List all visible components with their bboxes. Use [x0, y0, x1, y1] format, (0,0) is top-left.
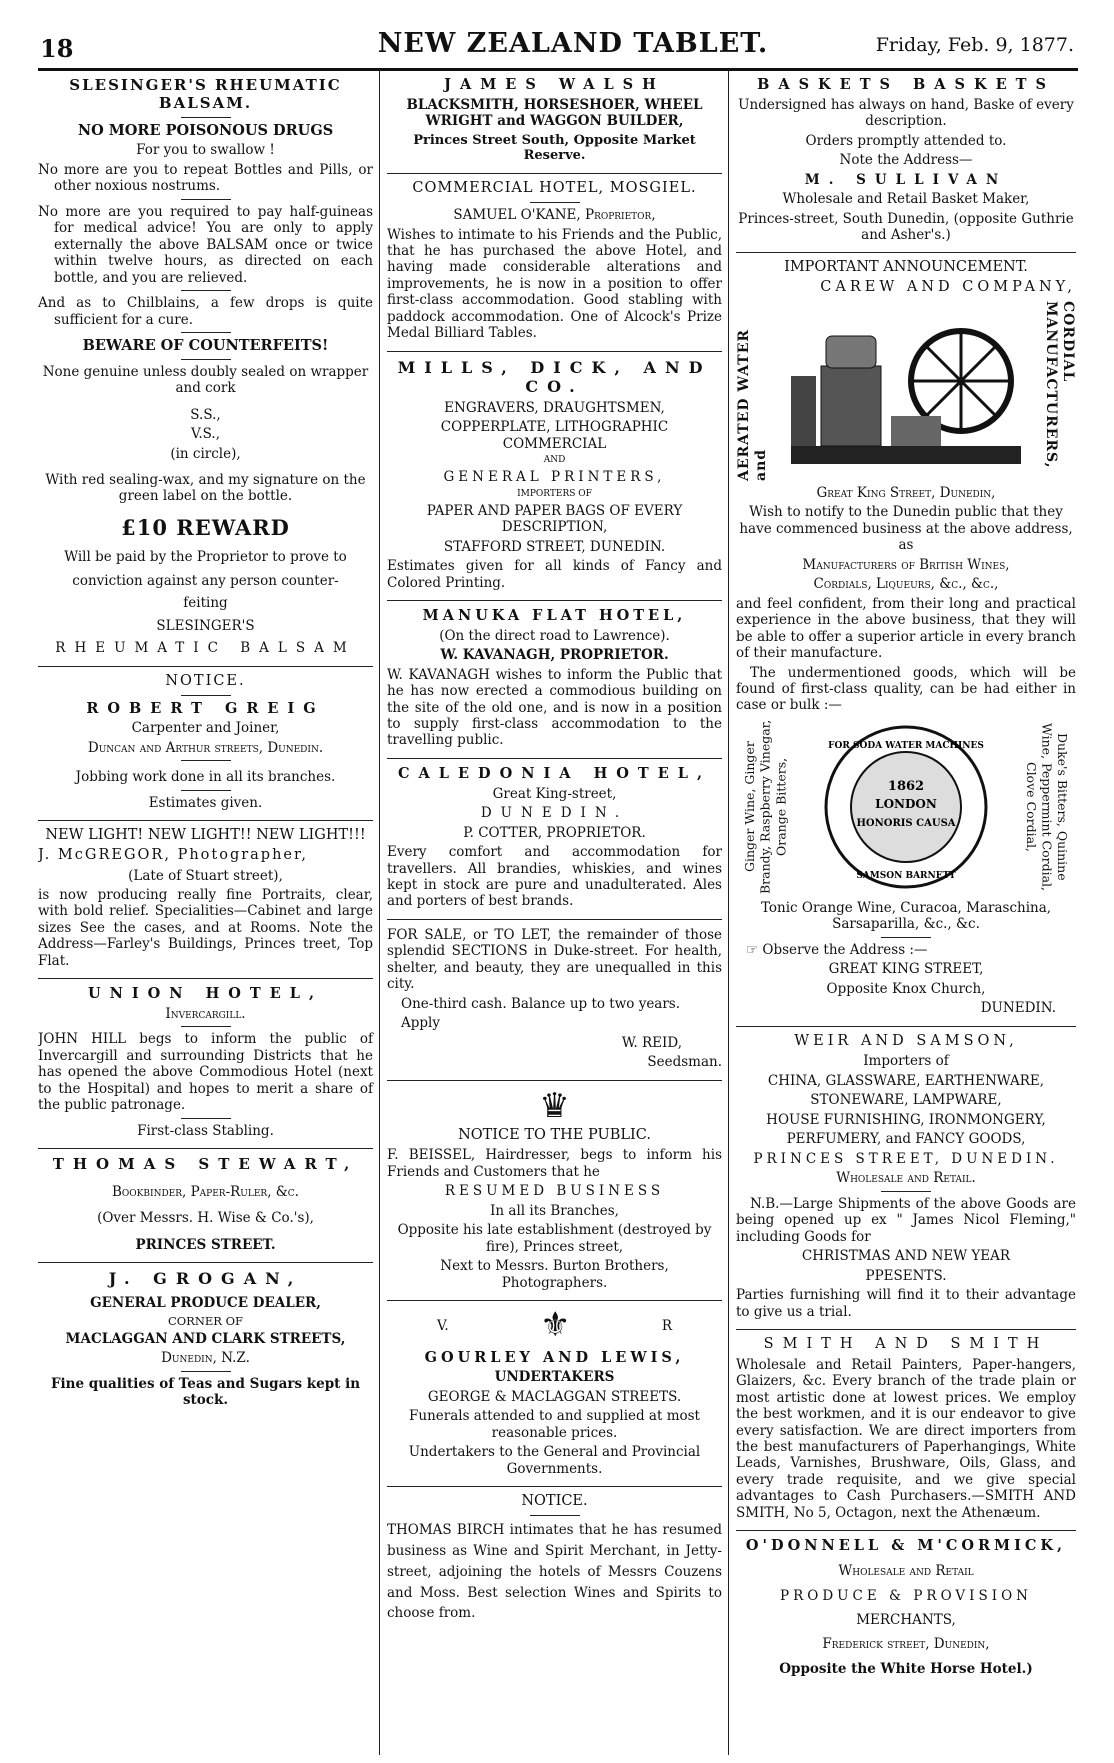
ad-text: P. COTTER, PROPRIETOR. [463, 824, 646, 841]
ad-text: M. SULLIVAN [804, 171, 1008, 188]
ad-heading: BEWARE OF COUNTERFEITS! [82, 336, 329, 354]
divider [881, 937, 931, 938]
ad-text: Note the Address— [839, 152, 973, 169]
ad-text: Seedsman. [647, 1054, 722, 1071]
ad-heading: IMPORTANT ANNOUNCEMENT. [784, 259, 1028, 276]
ad-text: GENERAL PRINTERS, [443, 469, 666, 486]
newspaper-title: NEW ZEALAND TABLET. [377, 28, 769, 59]
advertiser-name: COMMERCIAL HOTEL, MOSGIEL. [412, 180, 697, 197]
ad-text: One-third cash. Balance up to two years. [401, 995, 681, 1012]
divider [181, 790, 231, 791]
ad-text: Princes Street South, Opposite Market Reserve. [413, 132, 696, 164]
ad-text: Wholesale and Retail Painters, Paper-hangers, Glaizers, &c. Every branch of the trade plain or most artistic done at lowest prices. We employ the best workmen, and it is our endeavor to give every satisfaction. We are direct importers from the best manufacturers of Paperhangings, White Leads, Varnishes, Brushware, Oils, Glass, and every trade requisite, and we give special advantages to Cash Purchasers.—SMITH AND SMITH, No 5, Octagon, next the Athenæum. [736, 1356, 1076, 1521]
ad-text: HOUSE FURNISHING, IRONMONGERY, [766, 1111, 1046, 1128]
ad-text: AND [543, 455, 566, 466]
ad-text: CORDIAL MANUFACTURERS, [1042, 300, 1076, 469]
advertiser-name: UNION HOTEL, [87, 985, 324, 1003]
medal-year: 1862 [887, 778, 925, 794]
ad-text: SAMUEL O'KANE, Proprietor, [453, 207, 656, 224]
advertiser-name: CALEDONIA HOTEL, [398, 764, 711, 782]
ad-text: N.B.—Large Shipments of the above Goods are being opened up ex " James Nicol Fleming," including Goods for [736, 1195, 1076, 1245]
ad-text: Wholesale and Retail Basket Maker, [782, 191, 1030, 208]
advertiser-name: THOMAS STEWART, [52, 1155, 359, 1174]
ad-text: In all its Branches, [490, 1202, 619, 1219]
ad-text: Next to Messrs. Burton Brothers, Photographers. [440, 1258, 669, 1291]
ad-text: (Late of Stuart street), [128, 867, 283, 884]
ad-grogan [38, 1263, 373, 1418]
ad-text: Parties furnishing will find it to their advantage to give us a trial. [736, 1287, 1076, 1320]
divider [530, 202, 580, 203]
product-list-right: Duke's Bitters, Quinine Wine, Peppermint Cordial, Clove Cordial, [1023, 722, 1070, 891]
ad-text: Great King-street, [492, 785, 617, 802]
issue-date: Friday, Feb. 9, 1877. [875, 34, 1074, 56]
ad-text: Invercargill. [165, 1006, 246, 1023]
ad-text: Wholesale and Retail. [836, 1170, 976, 1187]
royal-arms-icon: ⚜ [540, 1305, 571, 1346]
ad-baskets [736, 70, 1076, 253]
ad-text: RESUMED BUSINESS [444, 1183, 665, 1200]
ad-text: CORNER OF [167, 1313, 244, 1328]
ad-text: Fine qualities of Teas and Sugars kept in stock. [50, 1375, 361, 1409]
product-list-left: Ginger Wine, Ginger Brandy, Raspberry Vinegar, Orange Bitters, [742, 719, 789, 895]
ad-text: Every comfort and accommodation for travellers. All brandies, whiskies, and wines kept in stock are pure and unadulterated. Ales and porters of best brands. [387, 844, 722, 910]
ad-text: For you to swallow ! [136, 142, 275, 159]
ad-commercial-hotel [387, 174, 722, 351]
ad-text: PRINCES STREET. [135, 1236, 276, 1253]
ad-text: W. KAVANAGH, PROPRIETOR. [440, 647, 669, 664]
ad-text: (in circle), [170, 445, 241, 462]
ad-text: Orders promptly attended to. [805, 132, 1007, 149]
ad-text: feiting [183, 595, 228, 612]
ad-text: Princes-street, South Dunedin, (opposite Guthrie and Asher's.) [738, 210, 1074, 243]
ad-heading: NOTICE. [165, 672, 246, 689]
ad-text: Observe the Address :— [762, 941, 928, 958]
ad-text: GENERAL PRODUCE DEALER, [90, 1294, 321, 1311]
crown-ornament-icon: ♛ [539, 1085, 570, 1126]
ad-text: MERCHANTS, [856, 1611, 956, 1628]
ad-text: (On the direct road to Lawrence). [439, 627, 670, 644]
advertiser-name: J. GROGAN, [108, 1269, 303, 1288]
ad-manuka-flat [387, 601, 722, 759]
ad-text: DUNEDIN. [480, 805, 629, 822]
ad-text: PPESENTS. [865, 1267, 947, 1284]
ad-text: S.S., [190, 406, 221, 423]
ad-text: conviction against any person counter- [72, 573, 339, 590]
ad-text: No more are you required to pay half-guineas for medical advice! You are only to apply externally the above BALSAM once or twice within twelve hours, as directed on each bottle, and you are relieved. [38, 203, 373, 286]
advertiser-name: J. McGREGOR, Photographer, [38, 846, 308, 863]
ad-text: AERATED WATER and [736, 328, 770, 481]
ad-text: Estimates given. [148, 794, 263, 811]
ad-text: Dunedin, N.Z. [161, 1350, 250, 1367]
ad-heading: NOTICE TO THE PUBLIC. [458, 1126, 651, 1143]
ad-text: Wholesale and Retail [838, 1563, 974, 1580]
ad-text: MACLAGGAN AND CLARK STREETS, [65, 1331, 346, 1347]
ad-text: COPPERPLATE, LITHOGRAPHIC COMMERCIAL [440, 419, 669, 452]
divider [181, 332, 231, 333]
ad-text: GEORGE & MACLAGGAN STREETS. [427, 1388, 682, 1405]
advertiser-name: GOURLEY AND LEWIS, [424, 1348, 685, 1366]
ad-odonnell-mccormick [736, 1531, 1076, 1686]
ad-text: Duncan and Arthur streets, Dunedin. [87, 739, 324, 756]
ad-heading: NO MORE POISONOUS DRUGS [77, 121, 334, 139]
ad-text: UNDERTAKERS [494, 1369, 615, 1386]
ad-text: Opposite Knox Church, [826, 980, 986, 997]
divider [181, 1371, 231, 1372]
advertiser-name: MILLS, DICK, AND CO. [397, 357, 712, 397]
factory-engraving [736, 301, 1076, 481]
divider [881, 1191, 931, 1192]
ad-text: GREAT KING STREET, [828, 961, 984, 978]
divider [181, 1026, 231, 1027]
ad-text: Cordials, Liqueurs, &c., &c., [813, 576, 999, 593]
ad-union-hotel [38, 979, 373, 1149]
column-2 [387, 70, 729, 1755]
ad-smith-and-smith [736, 1330, 1076, 1531]
ad-text: Opposite his late establishment (destroyed by fire), Princes street, [397, 1222, 712, 1255]
ad-heading: NEW LIGHT! NEW LIGHT!! NEW LIGHT!!! [45, 827, 366, 844]
ad-text: None genuine unless doubly sealed on wrapper and cork [42, 363, 369, 397]
ad-text: BLACKSMITH, HORSESHOER, WHEEL WRIGHT and WAGGON BUILDER, [406, 96, 703, 130]
ad-text: Tonic Orange Wine, Curacoa, Maraschina, Sarsaparilla, &c., &c. [760, 899, 1052, 933]
advertiser-name: ROBERT GREIG [86, 699, 325, 717]
royal-arms-row [387, 1305, 722, 1346]
ad-greig [38, 667, 373, 821]
ad-text: First-class Stabling. [137, 1122, 274, 1139]
ad-text: DUNEDIN. [980, 1000, 1056, 1017]
ad-text: Great King Street, Dunedin, [816, 484, 996, 501]
ad-text: JOHN HILL begs to inform the public of Invercargill and surrounding Districts that he has opened the above Commodious Hotel (next to the Hospital) and hopes to merit a share of the public patronage. [38, 1031, 373, 1114]
ad-text: STONEWARE, LAMPWARE, [810, 1092, 1002, 1109]
ad-mills-dick [387, 352, 722, 601]
ad-text: Wish to notify to the Dunedin public that they have commenced business at the above address, as [739, 504, 1073, 554]
ad-text: Frederick street, Dunedin, [822, 1636, 990, 1653]
ad-text [736, 942, 1076, 958]
ad-text: IMPORTERS OF [517, 488, 592, 499]
medal-motto: HONORIS CAUSA [856, 817, 956, 829]
ad-text: ENGRAVERS, DRAUGHTSMEN, [444, 399, 665, 416]
divider [530, 1515, 580, 1516]
prize-medal-icon [821, 722, 991, 892]
ad-text: V.S., [190, 426, 221, 443]
page-number: 18 [40, 34, 74, 63]
advertiser-name: BASKETS BASKETS [757, 76, 1055, 93]
ad-slesinger [38, 70, 373, 667]
ad-text: Manufacturers of British Wines, [802, 556, 1010, 573]
ad-carew [736, 253, 1076, 1026]
ad-text: PRODUCE & PROVISION [780, 1587, 1032, 1604]
ad-text: Opposite the White Horse Hotel.) [779, 1660, 1033, 1677]
masthead [38, 28, 1078, 71]
ad-title: SLESINGER'S RHEUMATIC BALSAM. [69, 76, 342, 113]
ad-text: CHINA, GLASSWARE, EARTHENWARE, [767, 1072, 1045, 1089]
ad-text: The undermentioned goods, which will be found of first-class quality, can be had either in case or bulk :— [736, 664, 1076, 714]
advertiser-name: O'DONNELL & M'CORMICK, [745, 1537, 1067, 1555]
ad-text: Funerals attended to and supplied at most reasonable prices. [409, 1408, 700, 1441]
ad-text: With red sealing-wax, and my signature on the green label on the bottle. [45, 472, 366, 505]
divider [181, 695, 231, 696]
ad-text: THOMAS BIRCH intimates that he has resumed business as Wine and Spirit Merchant, in Jetty-street, adjoining the hotels of Messrs Couzens and Moss. Best selection Wines and Spirits to choose from. [387, 1521, 722, 1622]
ad-text: Jobbing work done in all its branches. [75, 769, 336, 786]
column-1 [38, 70, 380, 1755]
advertiser-name: SMITH AND SMITH [763, 1335, 1049, 1352]
ad-text: PAPER AND PAPER BAGS OF EVERY DESCRIPTION, [426, 502, 683, 536]
advertiser-name: MANUKA FLAT HOTEL, [422, 606, 687, 624]
ad-for-sale [387, 920, 722, 1081]
ad-text: PERFUMERY, and FANCY GOODS, [786, 1131, 1026, 1148]
advertiser-name: JAMES WALSH [444, 76, 665, 93]
ad-text: No more are you to repeat Bottles and Pills, or other noxious nostrums. [38, 161, 373, 195]
pointing-hand-icon: ☞ [746, 941, 759, 958]
ad-text: CHRISTMAS AND NEW YEAR [801, 1248, 1011, 1265]
medal-panel [736, 718, 1076, 896]
ad-text: Undersigned has always on hand, Baske of every description. [738, 96, 1074, 130]
ad-text: Bookbinder, Paper-Ruler, &c. [112, 1183, 299, 1200]
ad-text: Will be paid by the Proprietor to prove to [64, 548, 347, 565]
divider [181, 199, 231, 200]
advertiser-name: CAREW AND COMPANY, [820, 279, 1076, 296]
ad-mcgregor [38, 821, 373, 979]
ad-text: PRINCES STREET, DUNEDIN. [753, 1150, 1059, 1167]
medal-bottom-text: SAMSON BARNETT [856, 870, 956, 881]
medal-top-text: FOR SODA WATER MACHINES [828, 740, 984, 751]
divider [181, 290, 231, 291]
ad-text: STAFFORD STREET, DUNEDIN. [443, 538, 666, 555]
column-3 [736, 70, 1076, 1755]
ad-thomas-birch [387, 1487, 722, 1633]
medal-city: LONDON [875, 796, 937, 811]
ad-text: Wishes to intimate to his Friends and the Public, that he has purchased the above Hotel, and having made considerable alterations and improvements, he is now in a position to offer first-class accommodation. Good stabling with paddock accommodation. One of Alcock's Prize Medal Billiard Tables. [387, 226, 722, 342]
reward-heading: £10 REWARD [121, 514, 290, 540]
divider [181, 359, 231, 360]
ad-text: Undertakers to the General and Provincial Governments. [408, 1444, 701, 1477]
ad-text: Apply [401, 1015, 440, 1032]
ad-text: W. KAVANAGH wishes to inform the Public that he has now erected a commodious building on the site of the old one, and is now in a position to supply first-class accommodation to the travelling public. [387, 666, 722, 749]
ad-text: RHEUMATIC BALSAM [55, 640, 356, 657]
ad-text: is now producing really fine Portraits, clear, with bold relief. Specialities—Cabinet and large sizes See the cases, and at Rooms. Note the Address—Farley's Buildings, Princes treet, Top Flat. [38, 886, 373, 969]
ad-text: Carpenter and Joiner, [131, 720, 280, 737]
ad-beissel [387, 1081, 722, 1301]
ad-text: W. REID, [621, 1034, 682, 1051]
divider [181, 117, 231, 118]
ad-text: FOR SALE, or TO LET, the remainder of those splendid SECTIONS in Duke-street. For health, shelter, and beauty, they are unequalled in this city. [387, 926, 722, 993]
ad-text: Importers of [863, 1053, 949, 1070]
ad-text: SLESINGER'S [156, 617, 255, 634]
ad-thomas-stewart [38, 1149, 373, 1263]
ad-text: and feel confident, from their long and practical experience in the above business, that they will be able to offer a superior article in every branch of their manufacture. [736, 595, 1076, 662]
ad-text: F. BEISSEL, Hairdresser, begs to inform his Friends and Customers that he [387, 1147, 722, 1180]
ad-caledonia-hotel [387, 759, 722, 920]
ad-text: V. [437, 1317, 449, 1334]
ad-gourley-lewis [387, 1301, 722, 1487]
advertiser-name: WEIR AND SAMSON, [794, 1032, 1018, 1049]
ad-weir-samson [736, 1027, 1076, 1330]
ad-text: (Over Messrs. H. Wise & Co.'s), [97, 1210, 314, 1227]
ad-text: Estimates given for all kinds of Fancy and Colored Printing. [387, 558, 722, 591]
ad-heading: NOTICE. [521, 1493, 588, 1510]
divider [181, 1118, 231, 1119]
ad-text: And as to Chilblains, a few drops is quite sufficient for a cure. [38, 295, 373, 328]
machinery-illustration-icon [781, 306, 1031, 476]
ad-james-walsh [387, 70, 722, 174]
divider [181, 760, 231, 761]
ad-text: R [661, 1317, 672, 1334]
